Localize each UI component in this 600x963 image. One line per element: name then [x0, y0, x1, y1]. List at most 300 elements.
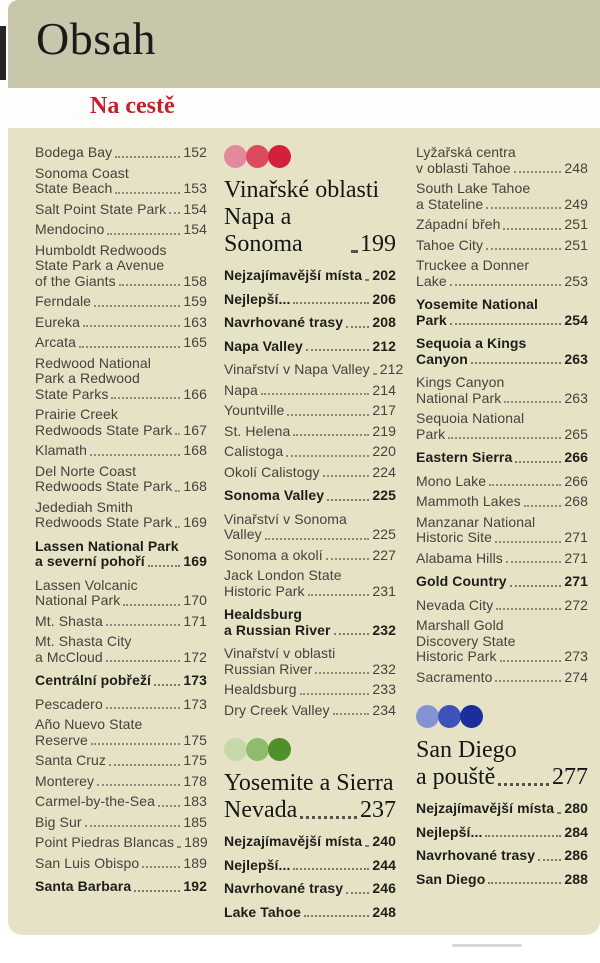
entry-line: Historic Site [416, 529, 492, 545]
dot-leader [300, 816, 357, 819]
dot-leader [496, 608, 561, 610]
entry-line: Vinařství v oblasti [224, 645, 336, 661]
entry-line: Vinařství v Napa Valley [224, 361, 370, 377]
dot-leader [106, 624, 180, 626]
entry-page-number: 272 [564, 596, 588, 613]
toc-entry [35, 835, 207, 851]
dot-leader [538, 859, 561, 861]
entry-line: Mt. Shasta [35, 612, 103, 629]
toc-entry [416, 670, 588, 686]
dot-leader [306, 349, 369, 351]
entry-page-number: 244 [372, 856, 396, 873]
toc-entry [416, 474, 588, 490]
entry-line: Západní břeh [416, 216, 501, 232]
entry-page-number: 175 [183, 731, 207, 748]
section-band [0, 88, 600, 128]
entry-line: Arcata [35, 334, 77, 350]
entry-page-number: 263 [564, 350, 588, 367]
toc-entry-bold [224, 488, 396, 504]
dot-leader [373, 373, 377, 375]
dot-leader [83, 325, 180, 327]
entry-line: Bodega Bay [35, 144, 113, 160]
entry-line: Big Sur [35, 813, 82, 830]
dot-leader [524, 505, 562, 507]
toc-entry [35, 697, 207, 713]
entry-line: Napa Valley [224, 337, 303, 354]
entry-line: Eastern Sierra [416, 449, 513, 465]
chapter-dot-icon [246, 738, 269, 761]
chapter-dot-icon [224, 738, 247, 761]
entry-line: Del Norte Coast [35, 462, 137, 479]
entry-line: Napa [224, 381, 258, 398]
entry-line: Año Nuevo State [35, 716, 143, 732]
entry-line: Salt Point State Park [35, 200, 167, 217]
toc-entry-bold [416, 450, 588, 466]
chapter-heading [416, 705, 588, 791]
entry-line: Mammoth Lakes [416, 493, 521, 509]
entry-page-number: 158 [183, 272, 207, 289]
dot-leader [448, 437, 561, 439]
chapter-page-number: 199 [360, 231, 396, 257]
dot-leader [169, 212, 180, 214]
toc-entry [35, 464, 207, 495]
toc-entry [224, 703, 396, 719]
toc-entry [224, 444, 396, 460]
toc-entry-bold [224, 315, 396, 331]
entry-page-number: 159 [183, 293, 207, 309]
dot-leader [300, 693, 370, 695]
toc-entry-bold [416, 848, 588, 864]
entry-line: of the Giants [35, 272, 116, 289]
toc-entry [416, 618, 588, 665]
dot-leader [106, 707, 180, 709]
entry-page-number: 224 [372, 463, 396, 480]
entry-page-number: 168 [183, 442, 207, 458]
entry-page-number: 220 [372, 443, 396, 459]
entry-page-number: 265 [564, 425, 588, 442]
entry-line: Redwoods State Park [35, 478, 173, 494]
entry-page-number: 183 [183, 793, 207, 809]
scan-edge-streak [0, 26, 6, 80]
dot-leader [495, 680, 561, 682]
dot-leader [471, 362, 561, 364]
dot-leader [293, 868, 369, 870]
entry-page-number: 154 [183, 221, 207, 237]
entry-page-number: 169 [183, 514, 207, 530]
entry-line: Sequoia National [416, 410, 525, 426]
entry-line: Tahoe City [416, 236, 484, 253]
dot-leader [115, 156, 180, 158]
entry-line: National Park [35, 592, 121, 608]
dot-leader [90, 454, 180, 456]
entry-line: Nejzajímavější místa [224, 267, 363, 283]
entry-page-number: 232 [372, 621, 396, 638]
entry-page-number: 225 [372, 487, 396, 503]
entry-page-number: 214 [372, 381, 396, 398]
chapter-dot-icon [268, 145, 291, 168]
entry-line: Kings Canyon [416, 374, 505, 390]
entry-line: Lassen National Park [35, 537, 179, 554]
entry-line: Humboldt Redwoods [35, 241, 167, 258]
toc-entry-bold [35, 879, 207, 895]
entry-page-number: 266 [564, 449, 588, 465]
entry-line: Sonoma Coast [35, 164, 129, 181]
dot-leader [265, 538, 370, 540]
entry-line: Redwood National [35, 354, 152, 371]
dot-leader [142, 866, 180, 868]
entry-line: Healdsburg [224, 681, 297, 697]
entry-line: Reserve [35, 731, 88, 748]
dot-leader [515, 461, 561, 463]
toc-entry [416, 258, 588, 289]
dot-leader [365, 279, 369, 281]
entry-page-number: 169 [183, 553, 207, 569]
dot-leader [327, 499, 369, 501]
entry-line: Yountville [224, 402, 285, 418]
entry-line: Navrhované trasy [224, 880, 344, 896]
toc-entry-bold [416, 872, 588, 888]
entry-page-number: 185 [183, 813, 207, 830]
dot-leader [175, 490, 180, 492]
toc-entry [35, 578, 207, 609]
entry-line: a severní pohoří [35, 553, 145, 569]
entry-page-number: 273 [564, 648, 588, 664]
entry-line: Lake [416, 272, 447, 289]
toc-entry [35, 356, 207, 403]
page-title: Obsah [36, 13, 157, 64]
entry-page-number: 170 [183, 592, 207, 608]
entry-line: Nejzajímavější místa [224, 833, 363, 849]
toc-column-2 [224, 145, 404, 935]
entry-page-number: 208 [372, 314, 396, 330]
toc-entry [224, 424, 396, 440]
entry-line: Alabama Hills [416, 549, 503, 566]
dot-leader [334, 633, 370, 635]
toc-entry [35, 717, 207, 748]
entry-line: Centrální pobřeží [35, 672, 152, 688]
entry-page-number: 152 [183, 144, 207, 160]
toc-entry [35, 794, 207, 810]
chapter-title-line: San Diego [416, 737, 517, 763]
green-dots-icon [224, 738, 396, 761]
toc-entry [35, 856, 207, 872]
toc-entry [35, 407, 207, 438]
entry-line: Park [416, 311, 447, 328]
toc-entry-bold [35, 673, 207, 689]
dot-leader [346, 326, 369, 328]
chapter-title-line: Yosemite a Sierra [224, 770, 394, 796]
entry-page-number: 248 [564, 159, 588, 176]
entry-line: Vinařství v Sonoma [224, 510, 347, 527]
dot-leader [486, 248, 561, 250]
toc-entry [224, 465, 396, 481]
toc-entry [224, 383, 396, 399]
dot-leader [158, 805, 180, 807]
dot-leader [488, 882, 561, 884]
entry-page-number: 173 [183, 695, 207, 712]
entry-line: Point Piedras Blancas [35, 834, 175, 850]
dot-leader [503, 228, 561, 230]
dot-leader [111, 397, 180, 399]
toc-entry [35, 815, 207, 831]
chapter-title-line: Napa a Sonoma [224, 204, 303, 257]
entry-line: Lassen Volcanic [35, 576, 138, 593]
toc-entry [35, 222, 207, 238]
dot-leader [79, 346, 180, 348]
entry-line: St. Helena [224, 422, 291, 439]
dot-leader [510, 585, 562, 587]
dot-leader [304, 915, 369, 917]
toc-column-1 [35, 145, 207, 935]
toc-entry-bold [224, 881, 396, 897]
dot-leader [177, 846, 181, 848]
chapter-dot-icon [460, 705, 483, 728]
entry-line: Monterey [35, 772, 95, 789]
entry-page-number: 189 [183, 854, 207, 871]
toc-entry [224, 646, 396, 677]
toc-entry [224, 512, 396, 543]
entry-page-number: 271 [564, 549, 588, 566]
entry-page-number: 263 [564, 389, 588, 406]
dot-leader [115, 192, 180, 194]
entry-page-number: 189 [184, 834, 208, 850]
section-band-label: Na cestě [90, 93, 175, 119]
entry-line: San Luis Obispo [35, 854, 140, 871]
dot-leader [134, 890, 180, 892]
dot-leader [175, 433, 180, 435]
entry-page-number: 192 [183, 878, 207, 894]
toc-entry-bold [224, 268, 396, 284]
entry-line: a McCloud [35, 648, 103, 665]
toc-entry [416, 238, 588, 254]
entry-page-number: 154 [183, 200, 207, 217]
entry-line: Healdsburg [224, 606, 303, 622]
page-header [8, 0, 600, 88]
dot-leader [261, 393, 369, 395]
entry-page-number: 167 [183, 421, 207, 438]
entry-line: Manzanar National [416, 513, 536, 530]
entry-page-number: 251 [564, 236, 588, 253]
toc-entry-bold [416, 336, 588, 367]
entry-line: Historic Park [416, 648, 497, 664]
entry-page-number: 178 [183, 772, 207, 789]
entry-line: State Park a Avenue [35, 257, 165, 273]
chapter-dot-icon [416, 705, 439, 728]
toc-entry [35, 443, 207, 459]
entry-page-number: 217 [372, 402, 396, 418]
toc-entry [224, 548, 396, 564]
entry-page-number: 232 [372, 660, 396, 677]
dot-leader [119, 284, 181, 286]
entry-line: Nevada City [416, 596, 494, 613]
toc-entry [416, 551, 588, 567]
entry-line: Sonoma Valley [224, 487, 325, 503]
entry-page-number: 251 [564, 216, 588, 232]
dot-leader [351, 250, 357, 253]
toc-entry [416, 181, 588, 212]
entry-line: Klamath [35, 442, 88, 458]
toc-entry [224, 403, 396, 419]
blue-dots-icon [416, 705, 588, 728]
entry-line: Dry Creek Valley [224, 701, 330, 718]
toc-column-3 [416, 145, 588, 935]
entry-page-number: 163 [183, 313, 207, 330]
entry-line: Park a Redwood [35, 370, 140, 386]
chapter-dot-icon [438, 705, 461, 728]
dot-leader [293, 302, 369, 304]
entry-line: San Diego [416, 870, 486, 887]
entry-line: Jack London State [224, 567, 342, 583]
entry-page-number: 172 [183, 648, 207, 665]
entry-line: Yosemite National [416, 296, 539, 312]
dot-leader [94, 305, 180, 307]
entry-line: v oblasti Tahoe [416, 159, 511, 176]
toc-entry [416, 217, 588, 233]
entry-line: a Russian River [224, 621, 331, 638]
toc-entry-bold [224, 905, 396, 921]
toc-entry [35, 243, 207, 290]
dot-leader [308, 594, 370, 596]
toc-entry [35, 500, 207, 531]
entry-line: Truckee a Donner [416, 257, 530, 273]
dot-leader [450, 323, 562, 325]
entry-line: Okolí Calistogy [224, 463, 320, 480]
entry-page-number: 171 [183, 612, 207, 629]
toc-panel [8, 128, 600, 935]
entry-line: Mono Lake [416, 472, 487, 489]
toc-entry [35, 315, 207, 331]
dot-leader [365, 845, 369, 847]
toc-entry [35, 335, 207, 351]
dot-leader [109, 764, 180, 766]
toc-entry [416, 411, 588, 442]
dot-leader [315, 672, 369, 674]
dot-leader [557, 812, 561, 814]
entry-line: Santa Cruz [35, 752, 107, 768]
toc-entry-bold [224, 292, 396, 308]
entry-line: Navrhované trasy [416, 847, 536, 863]
chapter-heading [224, 145, 396, 258]
toc-entry [224, 361, 404, 378]
toc-entry [416, 515, 588, 546]
dot-leader [333, 713, 370, 715]
toc-entry [35, 753, 207, 769]
entry-page-number: 173 [183, 672, 207, 688]
entry-line: Mendocino [35, 221, 105, 237]
entry-line: Sonoma a okolí [224, 546, 323, 563]
entry-line: Valley [224, 526, 262, 542]
chapter-title-line: Nevada [224, 797, 298, 823]
entry-line: Russian River [224, 660, 313, 677]
entry-page-number: 284 [564, 823, 588, 840]
dot-leader [514, 171, 562, 173]
toc-entry-bold [224, 607, 396, 638]
entry-page-number: 288 [564, 870, 588, 887]
entry-line: Discovery State [416, 632, 516, 649]
entry-page-number: 202 [372, 267, 396, 283]
toc-entry-bold [35, 539, 207, 570]
entry-line: Historic Park [224, 582, 305, 599]
chapter-page-number: 277 [552, 764, 588, 790]
entry-line: Nejlepší... [416, 823, 483, 840]
entry-line: Ferndale [35, 293, 92, 309]
entry-page-number: 166 [183, 385, 207, 402]
toc-entry [35, 166, 207, 197]
entry-line: Pescadero [35, 695, 103, 712]
entry-line: Nejzajímavější místa [416, 800, 555, 816]
dot-leader [107, 233, 180, 235]
dot-leader [346, 892, 369, 894]
chapter-title-line: Vinařské oblasti [224, 177, 380, 203]
toc-entry-bold [416, 574, 588, 590]
toc-entry [35, 774, 207, 790]
entry-page-number: 254 [564, 311, 588, 328]
chapter-title-line: a pouště [416, 764, 496, 790]
entry-page-number: 271 [564, 573, 588, 589]
toc-entry-bold [416, 801, 588, 817]
entry-line: Eureka [35, 313, 80, 330]
entry-page-number: 175 [183, 752, 207, 768]
dot-leader [85, 825, 181, 827]
dot-leader [287, 414, 369, 416]
entry-page-number: 240 [372, 833, 396, 849]
entry-line: Lyžařská centra [416, 144, 516, 160]
entry-page-number: 271 [564, 529, 588, 545]
dot-leader [293, 434, 369, 436]
entry-page-number: 227 [372, 546, 396, 563]
entry-page-number: 249 [564, 195, 588, 212]
entry-page-number: 153 [183, 180, 207, 196]
dot-leader [498, 783, 549, 786]
entry-line: Nejlepší... [224, 290, 291, 307]
entry-page-number: 274 [564, 668, 588, 685]
entry-line: Calistoga [224, 443, 284, 459]
entry-page-number: 206 [372, 290, 396, 307]
entry-line: Nejlepší... [224, 856, 291, 873]
toc-entry [35, 614, 207, 630]
dot-leader [326, 558, 370, 560]
toc-entry-bold [224, 858, 396, 874]
entry-line: Canyon [416, 350, 468, 367]
entry-line: Santa Barbara [35, 878, 132, 894]
entry-page-number: 212 [379, 361, 404, 377]
entry-page-number: 165 [183, 334, 207, 350]
toc-entry-bold [416, 297, 588, 328]
chapter-heading [224, 738, 396, 824]
entry-line: South Lake Tahoe [416, 180, 531, 196]
entry-line: Gold Country [416, 573, 507, 589]
entry-line: Mt. Shasta City [35, 633, 132, 649]
toc-entry [35, 294, 207, 310]
dot-leader [500, 660, 562, 662]
toc-entry [35, 634, 207, 665]
dot-leader [485, 835, 561, 837]
entry-page-number: 280 [564, 800, 588, 816]
toc-entry-bold [416, 825, 588, 841]
toc-entry [224, 568, 396, 599]
dot-leader [504, 401, 561, 403]
toc-entry [416, 145, 588, 176]
dot-leader [506, 561, 561, 563]
dot-leader [175, 526, 180, 528]
chapter-dot-icon [268, 738, 291, 761]
dot-leader [286, 455, 369, 457]
entry-page-number: 268 [564, 493, 588, 509]
entry-page-number: 212 [372, 337, 396, 354]
dot-leader [148, 565, 181, 567]
entry-line: Redwoods State Park [35, 421, 173, 438]
entry-page-number: 231 [372, 582, 396, 599]
